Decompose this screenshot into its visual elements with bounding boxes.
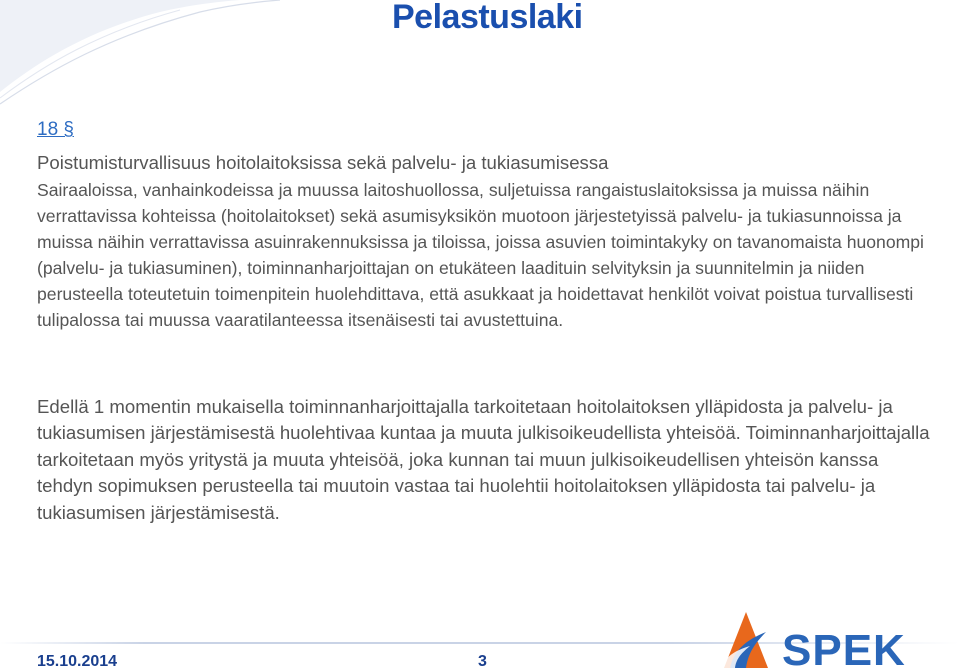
spek-logo (716, 610, 952, 671)
paragraph-1: Sairaaloissa, vanhainkodeissa ja muussa laitoshuollossa, suljetuissa rangaistuslaitoksissa ja muissa näihin verrattavissa kohteissa (hoitolaitokset) sekä asumisyksikön muotoon järjestetyissä palvelu- ja tukiasunnoissa ja muissa näihin verrattavissa asuinrakennuksissa ja tiloissa, joissa asuvien toimintakyky on tavanomaista huonompi (palvelu- ja tukiasuminen), toiminnanharjoittajan on etukäteen laadituin selvityksin ja suunnitelmin ja niiden perusteella toteutetuin toimenpitein huolehdittava, että asukkaat ja hoidettavat henkilöt voivat poistua turvallisesti tulipalossa tai muussa vaaratilanteessa itsenäisesti tai avustettuina. (37, 180, 924, 331)
footer-date: 15.10.2014 (37, 653, 118, 670)
flame-icon (720, 612, 768, 668)
page-number: 3 (478, 653, 487, 670)
logo-text: SPEK (782, 626, 906, 671)
slide-title: Pelastuslaki (392, 0, 583, 36)
section-heading: Poistumisturvallisuus hoitolaitoksissa sekä palvelu- ja tukiasumisessa (37, 152, 609, 173)
section-number-link[interactable]: 18 § (37, 119, 74, 140)
paragraph-2: Edellä 1 momentin mukaisella toiminnanharjoittajalla tarkoitetaan hoitolaitoksen ylläpidosta ja palvelu- ja tukiasumisen järjestämisestä huolehtivaa kuntaa ja muuta julkisoikeudellista yhteisöä. Toiminnanharjoittajalla tarkoitetaan myös yritystä ja muuta yhteisöä, joka kunnan tai muun julkisoikeudellisen yhteisön kanssa tehdyn sopimuksen perusteella tai muutoin vastaa tai huolehtii hoitolaitoksen ylläpidosta tai palvelu- ja tukiasumisen järjestämisestä. (37, 396, 930, 523)
